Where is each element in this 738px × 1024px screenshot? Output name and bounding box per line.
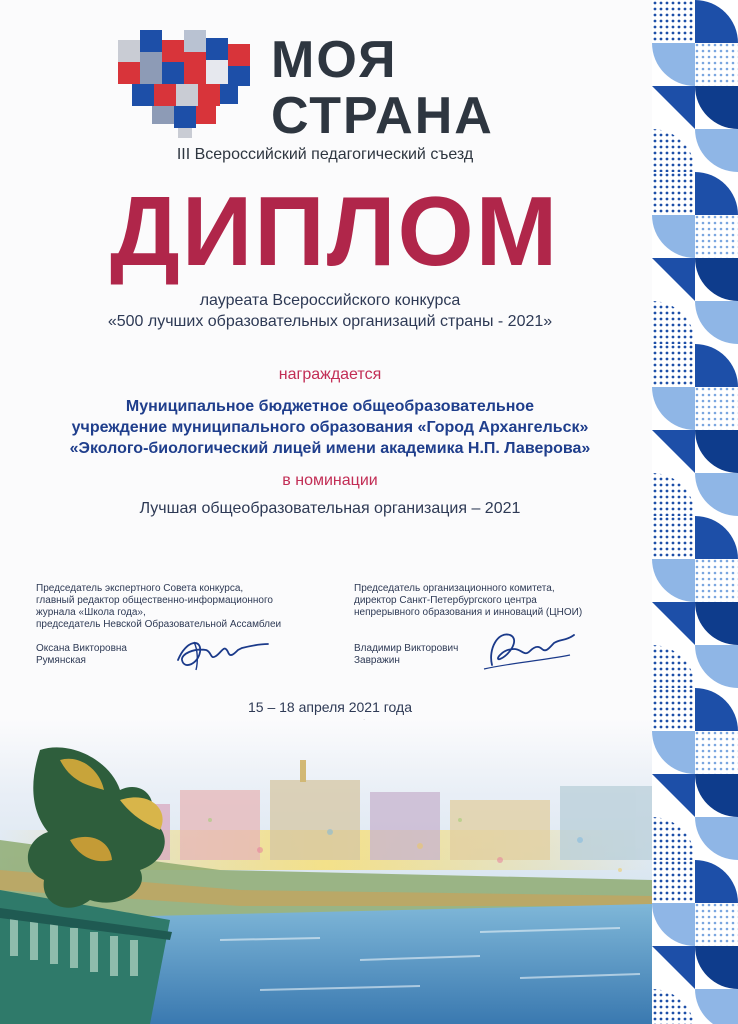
congress-title: III Всероссийский педагогический съезд (176, 146, 474, 163)
brand-line-1: МОЯ (271, 31, 398, 89)
org-line-3: «Эколого-биологический лицей имени академика Н.П. Лаверова» (69, 440, 591, 457)
right-signature-icon (480, 625, 580, 673)
left-signer-name-line: Оксана Викторовна (36, 643, 127, 654)
right-signer-name-line: Владимир Викторович (354, 643, 459, 654)
org-line-2: учреждение муниципального образования «Город Архангельск» (71, 419, 589, 436)
org-line-1: Муниципальное бюджетное общеобразовательное (125, 398, 535, 415)
brand-name (271, 32, 494, 144)
left-signer-title-line: журнала «Школа года», (36, 607, 146, 618)
right-signer-title (354, 583, 644, 619)
right-signer-name-line: Завражин (354, 655, 400, 666)
organization-name (20, 396, 640, 459)
right-signer-name (354, 643, 484, 667)
embankment-painting-image (0, 720, 652, 1024)
left-signer-title-line: председатель Невской Образовательной Ассамблеи (36, 619, 282, 630)
diploma-title: ДИПЛОМ (110, 176, 560, 286)
laureate-line-2: «500 лучших образовательных организаций страны - 2021» (107, 313, 553, 330)
left-signature-icon (172, 630, 272, 674)
left-signer-title (36, 583, 326, 631)
nomination-label: в номинации (282, 472, 378, 489)
brand-line-2: СТРАНА (271, 87, 494, 145)
awarded-label: награждается (278, 366, 382, 383)
laureate-text (40, 290, 620, 332)
decorative-band-pattern (652, 0, 738, 1024)
left-signer-title-line: главный редактор общественно-информационного (36, 595, 273, 606)
laureate-line-1: лауреата Всероссийского конкурса (199, 292, 461, 309)
nomination-text: Лучшая общеобразовательная организация – 2021 (139, 500, 521, 517)
left-signer-name (36, 643, 176, 667)
left-signer-title-line: Председатель экспертного Совета конкурса, (36, 583, 244, 594)
left-signer-name-line: Румянская (36, 655, 86, 666)
event-date: 15 – 18 апреля 2021 года (248, 699, 412, 715)
moya-strana-logo-icon (118, 30, 258, 138)
right-signer-title-line: Председатель организационного комитета, (354, 583, 555, 594)
right-signer-title-line: директор Санкт-Петербургского центра (354, 595, 537, 606)
right-signer-title-line: непрерывного образования и инноваций (ЦНОИ) (354, 607, 583, 618)
